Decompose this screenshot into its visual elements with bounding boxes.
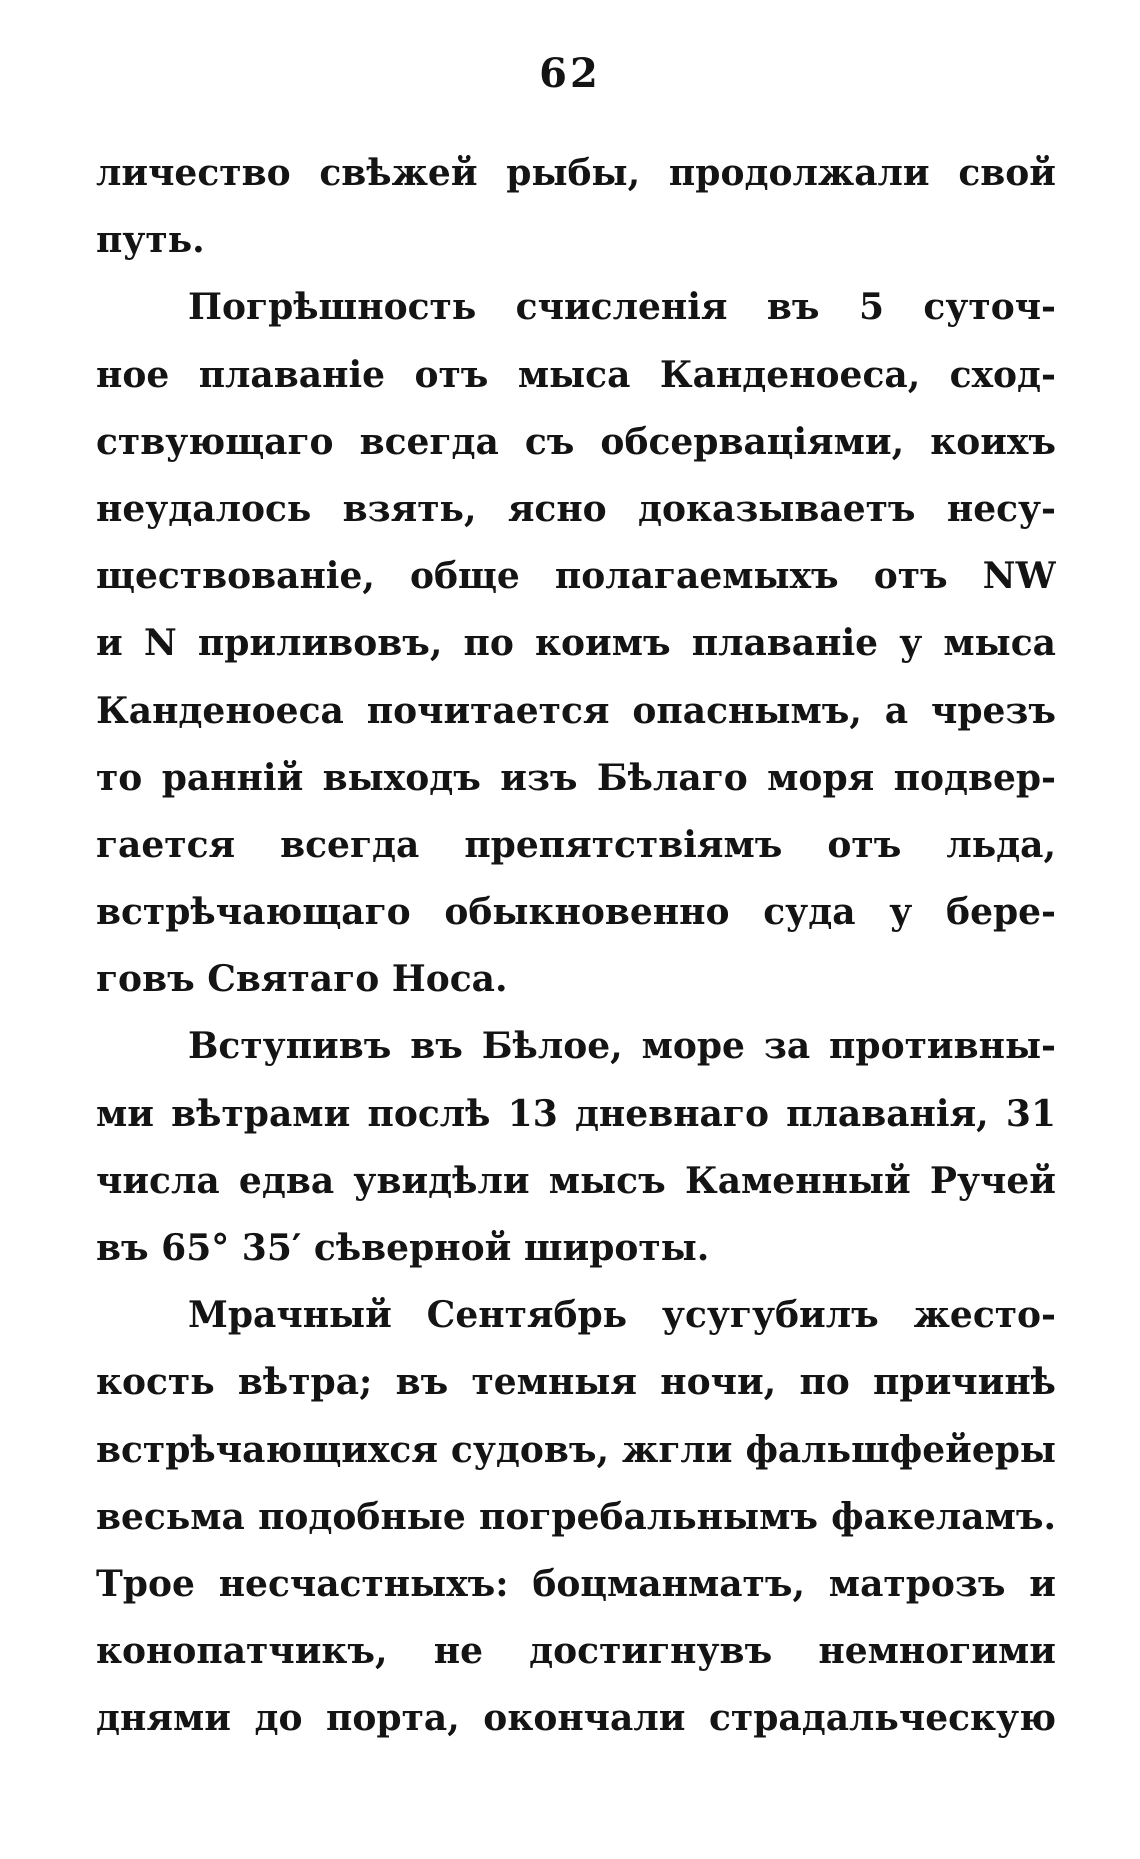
text-line: днями до порта, окончали страдальческую: [96, 1697, 1056, 1740]
paragraph: [96, 1013, 1056, 1282]
text-line: весьма подобные погребальнымъ факеламъ.: [96, 1495, 1056, 1538]
page-text: [96, 140, 1056, 1753]
text-line: и N приливовъ, по коимъ плаваніе у мыса: [96, 622, 1056, 665]
text-line: путь.: [96, 219, 205, 262]
text-line: Вступивъ въ Бѣлое, море за противны-: [188, 1025, 1056, 1068]
text-line: Трое несчастныхъ: боцманматъ, матрозъ и: [96, 1562, 1056, 1605]
text-line: неудалось взять, ясно доказываетъ несу-: [96, 487, 1056, 530]
text-line: Погрѣшность счисленія въ 5 суточ-: [188, 286, 1056, 329]
text-line: то ранній выходъ изъ Бѣлаго моря подвер-: [96, 756, 1056, 799]
text-line: встрѣчающаго обыкновенно суда у бере-: [96, 891, 1056, 934]
text-line: ществованіе, обще полагаемыхъ отъ NW: [96, 555, 1056, 598]
text-line: ми вѣтрами послѣ 13 дневнаго плаванія, 31: [96, 1092, 1056, 1135]
text-line: встрѣчающихся судовъ, жгли фальшфейеры: [96, 1428, 1056, 1471]
paragraph: [96, 140, 1056, 274]
text-line: гается всегда препятствіямъ отъ льда,: [96, 823, 1056, 866]
paragraph: [96, 274, 1056, 1013]
text-line: конопатчикъ, не достигнувъ немногими: [96, 1630, 1056, 1673]
text-line: Канденоеса почитается опаснымъ, а чрезъ: [96, 689, 1056, 732]
page-number: 62: [539, 50, 601, 97]
text-line: ствующаго всегда съ обсерваціями, коихъ: [96, 420, 1056, 463]
text-line: въ 65° 35′ сѣверной широты.: [96, 1227, 710, 1269]
text-line: числа едва увидѣли мысъ Каменный Ручей: [96, 1159, 1056, 1202]
text-line: личество свѣжей рыбы, продолжали свой: [96, 152, 1056, 194]
text-line: говъ Святаго Носа.: [96, 958, 508, 1001]
text-line: кость вѣтра; въ темныя ночи, по причинѣ: [96, 1361, 1056, 1404]
text-line: Мрачный Сентябрь усугубилъ жесто-: [188, 1294, 1056, 1337]
text-line: ное плаваніе отъ мыса Канденоеса, сход-: [96, 353, 1056, 396]
paragraph: [96, 1282, 1056, 1752]
